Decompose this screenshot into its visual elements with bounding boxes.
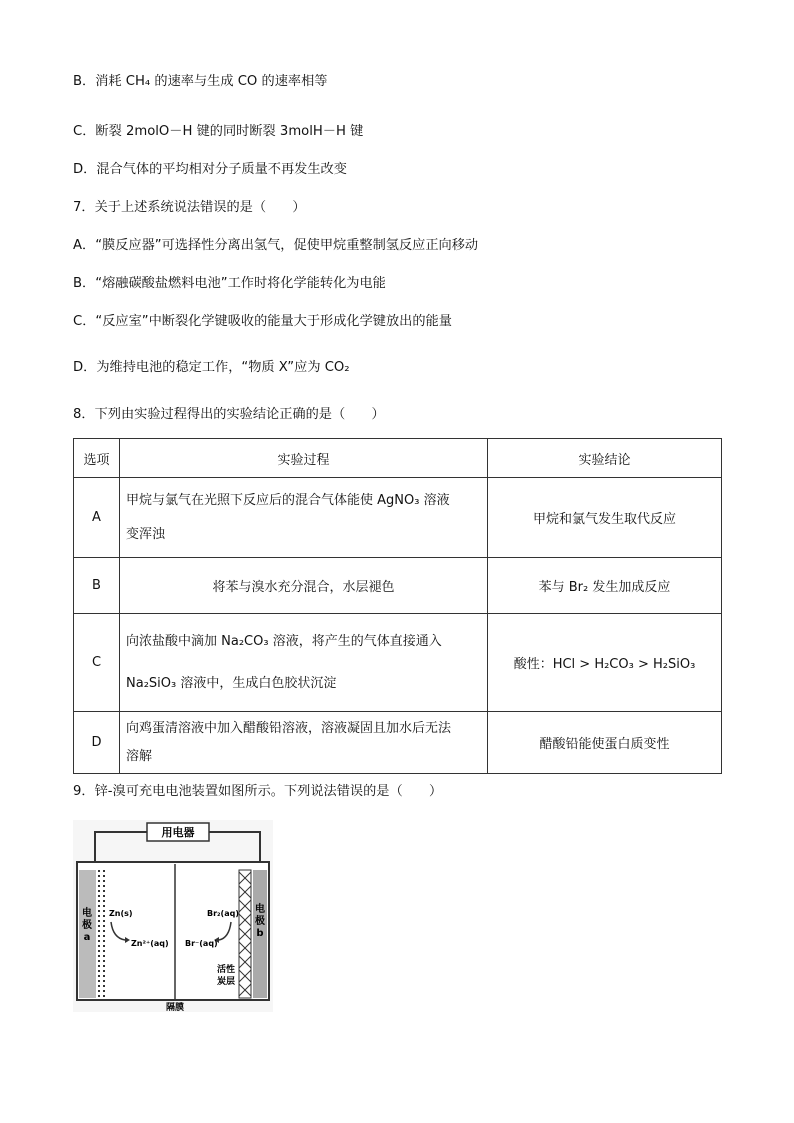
carbon-label: 活性 [217,965,236,975]
row-conclusion: 酸性：HCl > H₂CO₃ > H₂SiO₃ [488,614,722,712]
carbon-label: 炭层 [217,977,236,987]
zinc-bromine-battery-diagram [73,820,273,1012]
row-option: D [74,712,120,774]
process-line: 向鸡蛋清溶液中加入醋酸铅溶液，溶液凝固且加水后无法 [126,720,452,736]
row-option: A [74,478,120,558]
q8-stem: 8．下列由实验过程得出的实验结论正确的是（ ） [73,407,385,422]
table-header-row [74,439,722,478]
table-row [74,614,722,712]
row-conclusion: 苯与 Br₂ 发生加成反应 [488,558,722,614]
table-row [74,712,722,774]
row-process [120,712,488,774]
process-line: 变浑浊 [126,526,166,542]
electrode-b-label: 极 [255,916,265,927]
process-line: 溶解 [126,748,153,764]
row-conclusion: 醋酸铅能使蛋白质变性 [488,712,722,774]
br-ion-label: Br⁻(aq) [185,939,218,948]
process-line: 甲烷与氯气在光照下反应后的混合气体能使 AgNO₃ 溶液 [126,492,450,508]
header-option: 选项 [74,439,120,478]
experiment-table [73,438,722,774]
q7-stem: 7．关于上述系统说法错误的是（ ） [73,200,306,215]
electrode-a-label: a [83,932,91,943]
q6-option-b: B．消耗 CH₄ 的速率与生成 CO 的速率相等 [73,74,328,89]
electrode-b-label: b [256,928,264,939]
q7-option-c: C．“反应室”中断裂化学键吸收的能量大于形成化学键放出的能量 [73,314,452,329]
row-process [120,614,488,712]
process-line: Na₂SiO₃ 溶液中，生成白色胶状沉淀 [126,675,337,691]
q7-option-d: D．为维持电池的稳定工作，“物质 X”应为 CO₂ [73,360,350,375]
header-process: 实验过程 [120,439,488,478]
table-row [74,478,722,558]
header-conclusion: 实验结论 [488,439,722,478]
row-option: C [74,614,120,712]
q7-option-b: B．“熔融碳酸盐燃料电池”工作时将化学能转化为电能 [73,276,386,291]
q6-option-d: D．混合气体的平均相对分子质量不再发生改变 [73,162,347,177]
electrode-a-label: 极 [82,920,92,931]
row-process: 将苯与溴水充分混合，水层褪色 [120,558,488,614]
zn-ion-label: Zn²⁺(aq) [131,939,169,948]
zn-solid-label: Zn(s) [109,909,133,918]
q6-option-c: C．断裂 2molO－H 键的同时断裂 3molH－H 键 [73,124,364,139]
process-line: 向浓盐酸中滴加 Na₂CO₃ 溶液，将产生的气体直接通入 [126,633,442,649]
row-conclusion: 甲烷和氯气发生取代反应 [488,478,722,558]
table-row [74,558,722,614]
row-process [120,478,488,558]
electrode-b-label: 电 [255,904,265,915]
q7-option-a: A．“膜反应器”可选择性分离出氢气，促使甲烷重整制氢反应正向移动 [73,238,479,253]
br2-label: Br₂(aq) [207,909,239,918]
device-label: 用电器 [161,826,195,839]
q9-stem: 9．锌-溴可充电电池装置如图所示。下列说法错误的是（ ） [73,784,443,799]
electrode-a-label: 电 [82,908,92,919]
membrane-label: 隔膜 [165,1003,185,1012]
row-option: B [74,558,120,614]
